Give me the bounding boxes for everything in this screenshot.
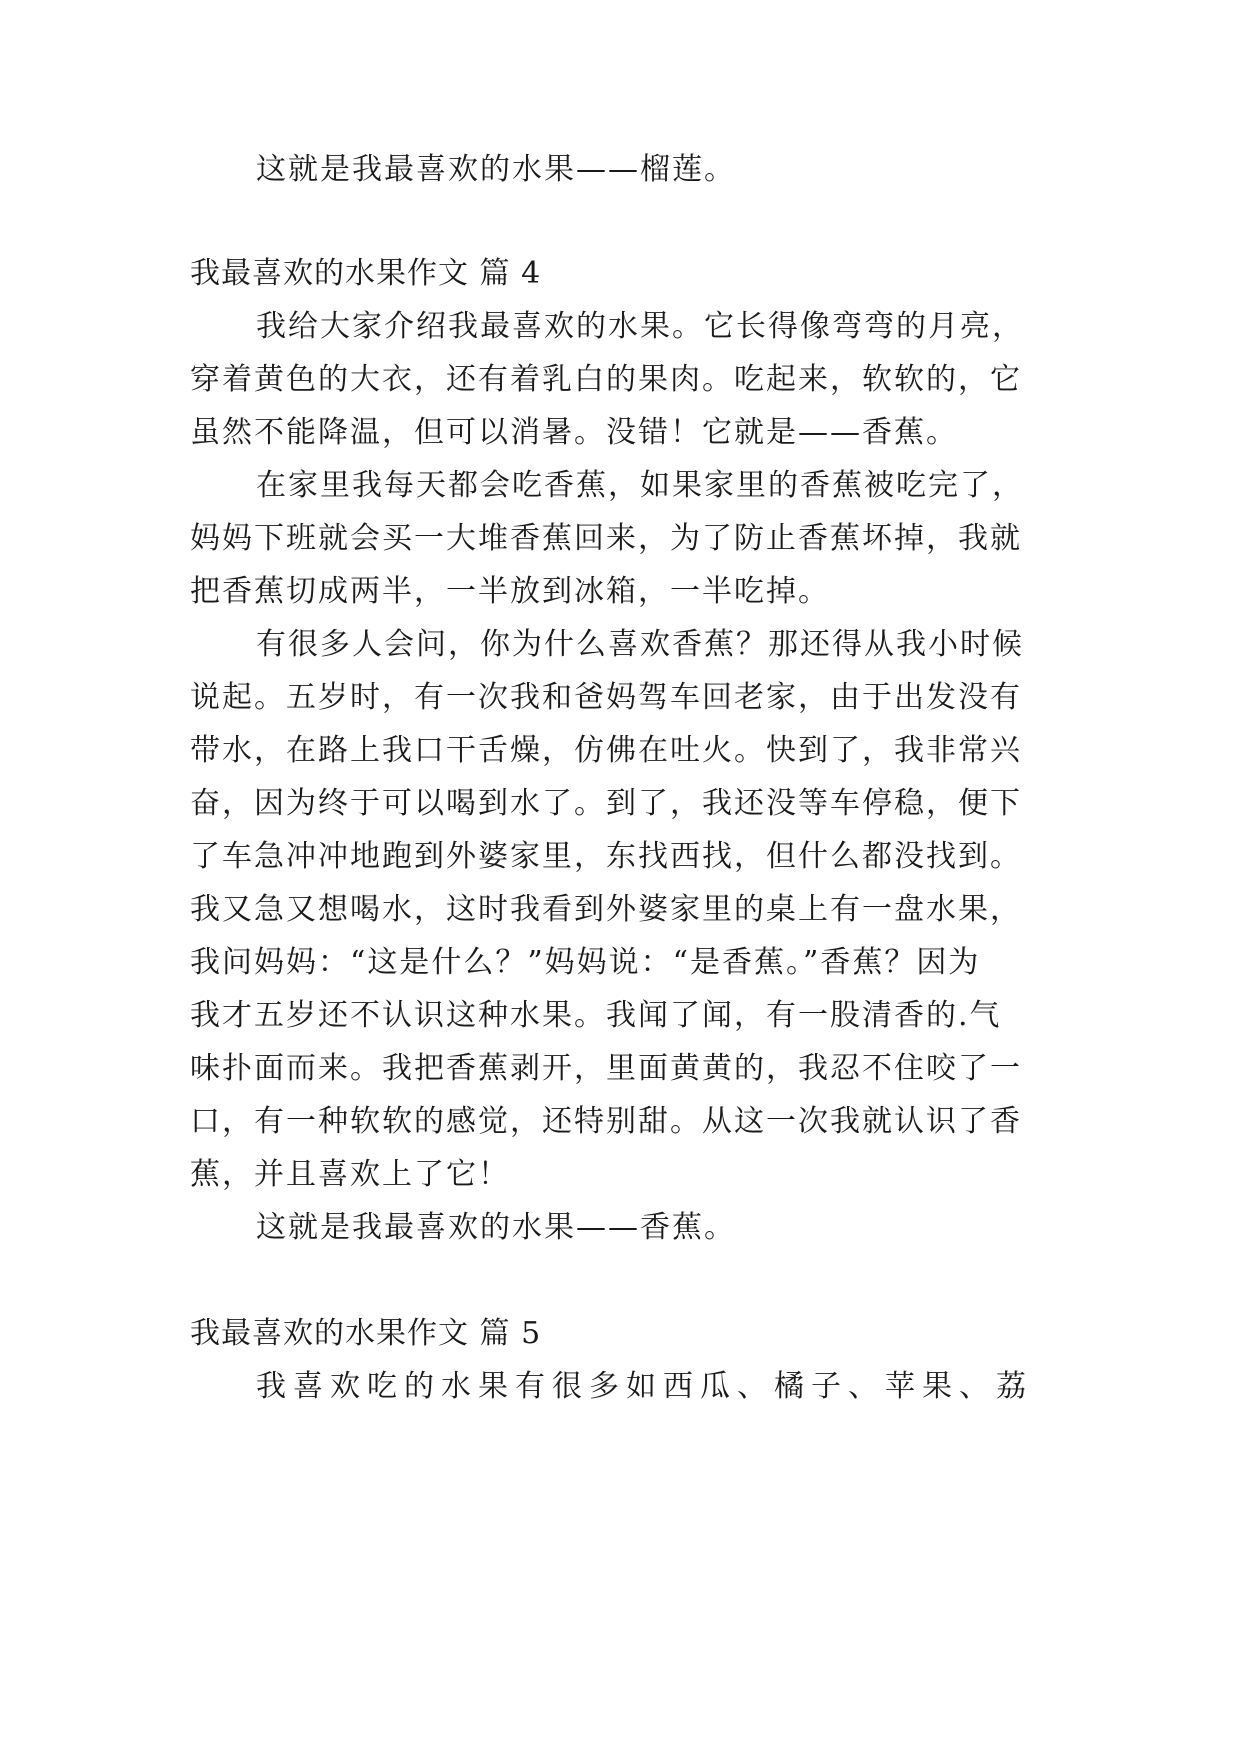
paragraph-line: 味扑面而来。我把香蕉剥开，里面黄黄的，我忍不住咬了一 xyxy=(190,1051,1022,1086)
paragraph-line: 带水，在路上我口干舌燥，仿佛在吐火。快到了，我非常兴 xyxy=(190,733,1022,768)
paragraph-line: 说起。五岁时，有一次我和爸妈驾车回老家，由于出发没有 xyxy=(190,680,1022,715)
paragraph-line: 在家里我每天都会吃香蕉，如果家里的香蕉被吃完了， xyxy=(256,468,1024,503)
closing-line-durian: 这就是我最喜欢的水果——榴莲。 xyxy=(256,152,736,187)
paragraph-line: 蕉，并且喜欢上了它！ xyxy=(190,1157,510,1192)
section-5-title: 我最喜欢的水果作文 篇 5 xyxy=(190,1316,542,1351)
paragraph-line: 我问妈妈：“这是什么？”妈妈说：“是香蕉。”香蕉？因为 xyxy=(190,945,981,980)
paragraph-line: 把香蕉切成两半，一半放到冰箱，一半吃掉。 xyxy=(190,574,830,609)
paragraph-line: 奋，因为终于可以喝到水了。到了，我还没等车停稳，便下 xyxy=(190,786,1022,821)
paragraph-line: 口，有一种软软的感觉，还特别甜。从这一次我就认识了香 xyxy=(190,1104,1022,1139)
closing-line-banana: 这就是我最喜欢的水果——香蕉。 xyxy=(256,1210,736,1245)
paragraph-line: 妈妈下班就会买一大堆香蕉回来，为了防止香蕉坏掉，我就 xyxy=(190,521,1022,556)
paragraph-line: 有很多人会问，你为什么喜欢香蕉？那还得从我小时候 xyxy=(256,627,1024,662)
paragraph-line: 了车急冲冲地跑到外婆家里，东找西找，但什么都没找到。 xyxy=(190,839,1022,874)
paragraph-line: 我喜欢吃的水果有很多如西瓜、橘子、苹果、荔 xyxy=(256,1369,1033,1404)
paragraph-line: 我又急又想喝水，这时我看到外婆家里的桌上有一盘水果， xyxy=(190,892,1022,927)
paragraph-line: 我才五岁还不认识这种水果。我闻了闻，有一股清香的.气 xyxy=(190,998,1002,1033)
paragraph-line: 穿着黄色的大衣，还有着乳白的果肉。吃起来，软软的，它 xyxy=(190,362,1022,397)
section-4-title: 我最喜欢的水果作文 篇 4 xyxy=(190,256,542,291)
paragraph-line: 我给大家介绍我最喜欢的水果。它长得像弯弯的月亮， xyxy=(256,309,1024,344)
paragraph-line: 虽然不能降温，但可以消暑。没错！它就是——香蕉。 xyxy=(190,415,958,450)
